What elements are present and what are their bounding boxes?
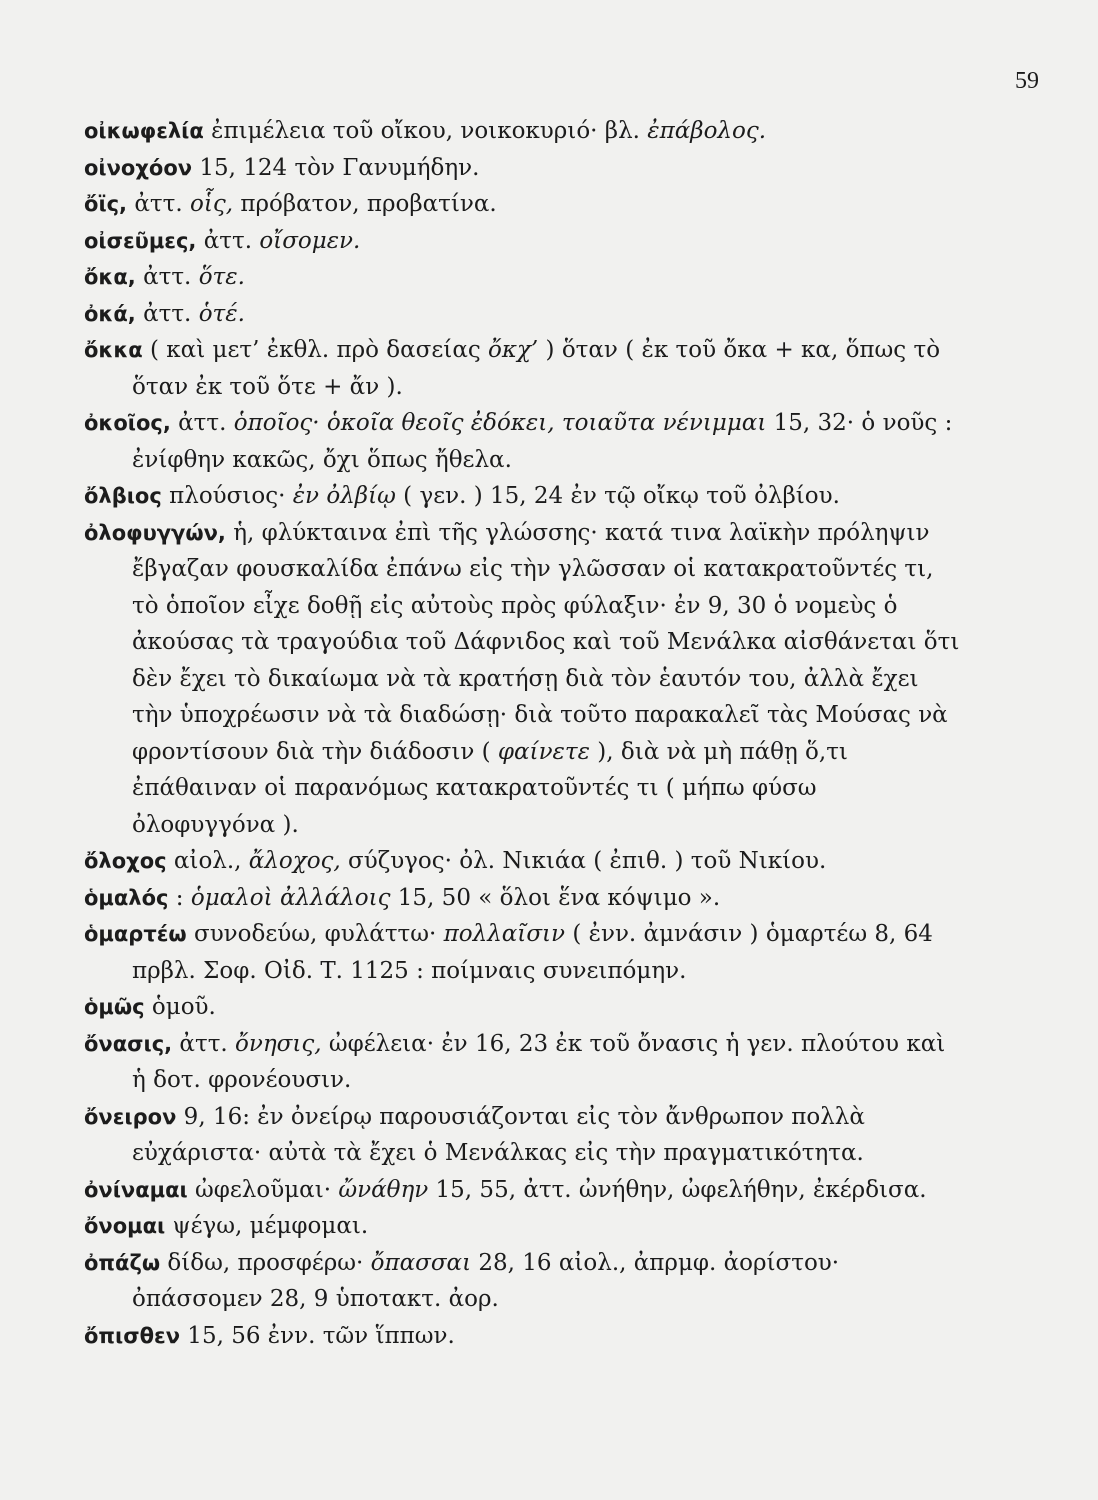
entry: ὄκκα ( καὶ μετ’ ἐκθλ. πρὸ δασείας ὄκχ’ ) ὅταν ( ἐκ τοῦ ὄκα + κα, ὅπως τὸ ὅταν ἐκ τοῦ ὅτε + ἄν ). <box>84 337 941 400</box>
entry: ὀκά, ἀττ. ὁτέ. <box>84 300 245 327</box>
headword: ὀπάζω <box>84 1250 161 1275</box>
headword: οἰσεῦμες, <box>84 228 197 253</box>
entry: ὀκοῖος, ἀττ. ὁποῖος· ὁκοῖα θεοῖς ἐδόκει, τοιαῦτα νένιμμαι 15, 32· ὁ νοῦς : ἐνίφθην κακῶς, ὄχι ὅπως ἤθελα. <box>84 410 953 473</box>
entry: ὄκα, ἀττ. ὅτε. <box>84 264 245 290</box>
headword: ὄνομαι <box>84 1214 166 1238</box>
entry: ὁμαλός : ὁμαλοὶ ἀλλάλοις 15, 50 « ὅλοι ἕνα κόψιμο ». <box>84 884 721 911</box>
headword: ὄλοχος <box>84 849 167 873</box>
headword: ὄκα, <box>84 265 136 289</box>
headword: ὀνίναμαι <box>84 1177 188 1202</box>
entry: ὁμαρτέω συνοδεύω, φυλάττω· πολλαῖσιν ( ἐνν. ἀμνάσιν ) ὁμαρτέω 8, 64 πρβλ. Σοφ. Οἰδ. Τ. 1125 : ποίμναις συνειπόμην. <box>84 921 933 984</box>
entry: ὄνασις, ἀττ. ὄνησις, ὠφέλεια· ἐν 16, 23 ἐκ τοῦ ὄνασις ἡ γεν. πλούτου καὶ ἡ δοτ. φρονέουσιν. <box>84 1030 946 1093</box>
headword: ὄκκα <box>84 338 143 362</box>
headword: ὄνειρον <box>84 1104 177 1129</box>
headword: οἰνοχόον <box>84 155 193 180</box>
entry: οἰκωφελία ἐπιμέλεια τοῦ οἴκου, νοικοκυριό· βλ. ἐπάβολος. <box>84 118 767 144</box>
headword: ὀκοῖος, <box>84 411 171 435</box>
entry: ὄπισθεν 15, 56 ἐνν. τῶν ἵππων. <box>84 1322 455 1349</box>
headword: οἰκωφελία <box>84 119 204 143</box>
entry: οἰνοχόον 15, 124 τὸν Γανυμήδην. <box>84 154 480 181</box>
headword: ὁμαρτέω <box>84 922 187 946</box>
headword: ὄϊς, <box>84 192 128 216</box>
entry: ὄλβιος πλούσιος· ἐν ὀλβίῳ ( γεν. ) 15, 24 ἐν τῷ οἴκῳ τοῦ ὀλβίου. <box>84 483 840 509</box>
entry: ὄϊς, ἀττ. οἷς, πρόβατον, προβατίνα. <box>84 191 497 217</box>
headword: ὀλοφυγγών, <box>84 520 226 545</box>
entry: ὄνειρον 9, 16: ἐν ὀνείρῳ παρουσιάζονται εἰς τὸν ἄνθρωπον πολλὰ εὐχάριστα· αὐτὰ τὰ ἔχει ὁ Μενάλκας εἰς τὴν πραγματικότητα. <box>84 1103 865 1166</box>
entry: οἰσεῦμες, ἀττ. οἴσομεν. <box>84 227 361 254</box>
dictionary-entries <box>84 113 964 1354</box>
entry: ὀπάζω δίδω, προσφέρω· ὄπασσαι 28, 16 αἰολ., ἀπρμφ. ἀορίστου· ὀπάσσομεν 28, 9 ὑποτακτ. ἀορ. <box>84 1249 840 1312</box>
headword: ὄπισθεν <box>84 1323 180 1348</box>
page-number: 59 <box>1015 68 1039 94</box>
headword: ὁμῶς <box>84 995 145 1019</box>
headword: ὄλβιος <box>84 484 162 508</box>
headword: ὄνασις, <box>84 1031 173 1056</box>
entry: ὄλοχος αἰολ., ἄλοχος, σύζυγος· ὀλ. Νικιάα ( ἐπιθ. ) τοῦ Νικίου. <box>84 848 827 874</box>
entry: ὁμῶς ὁμοῦ. <box>84 994 216 1020</box>
entry: ὀλοφυγγών, ἡ, φλύκταινα ἐπὶ τῆς γλώσσης· κατά τινα λαϊκὴν πρόληψιν ἔβγαζαν φουσκαλίδα ἐπάνω εἰς τὴν γλῶσσαν οἱ κατακρατοῦντές τι, τὸ ὁποῖον εἶχε δοθῇ εἰς αὐτοὺς πρὸς φύλαξιν· ἐν 9, 30 ὁ νομεὺς ὁ ἀκούσας τὰ τραγούδια τοῦ Δάφνιδος καὶ τοῦ Μενάλκα αἰσθάνεται ὅτι δὲν ἔχει τὸ δικαίωμα νὰ τὰ κρατήσῃ διὰ τὸν ἑαυτόν του, ἀλλὰ ἔχει τὴν ὑποχρέωσιν νὰ τὰ διαδώσῃ· διὰ τοῦτο παρακαλεῖ τὰς Μούσας νὰ φροντίσουν διὰ τὴν διάδοσιν ( φαίνετε ), διὰ νὰ μὴ πάθῃ ὅ,τι ἐπάθαιναν οἱ παρανόμως κατακρατοῦντές τι ( μήπω φύσω ὀλοφυγγόνα ). <box>84 519 960 838</box>
headword: ὀκά, <box>84 301 136 326</box>
entry: ὄνομαι ψέγω, μέμφομαι. <box>84 1213 369 1239</box>
entry: ὀνίναμαι ὠφελοῦμαι· ὤνάθην 15, 55, ἀττ. ὠνήθην, ὠφελήθην, ἐκέρδισα. <box>84 1176 927 1203</box>
headword: ὁμαλός <box>84 885 169 910</box>
